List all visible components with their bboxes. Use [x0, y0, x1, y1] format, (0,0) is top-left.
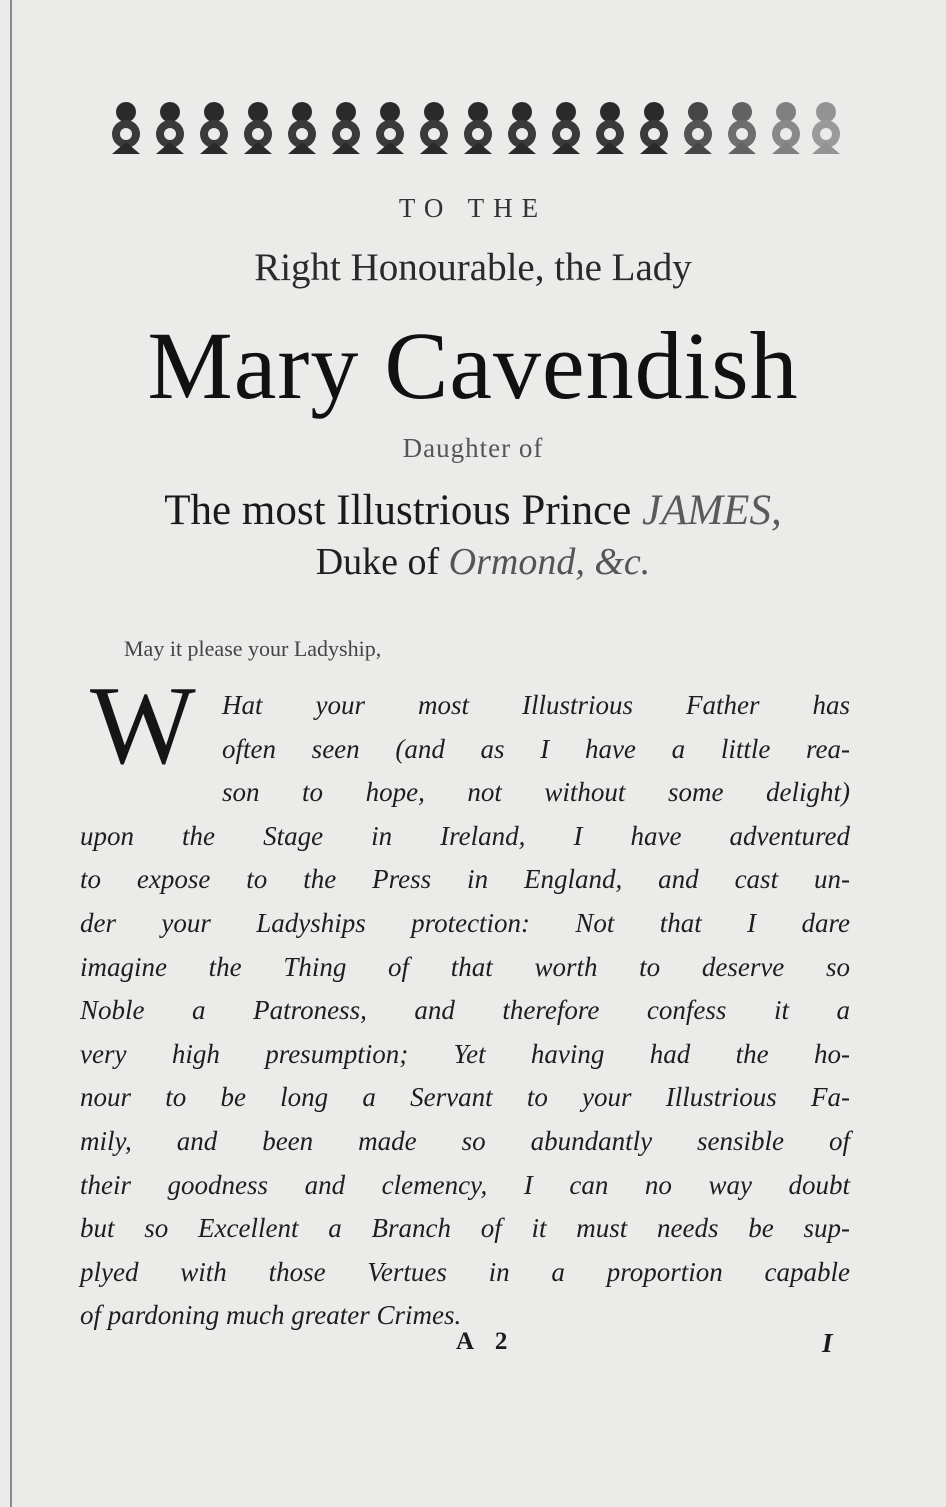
fleuron-ornament: [596, 102, 624, 154]
fleuron-ornament: [640, 102, 668, 154]
dedication-to-the: TO THE: [398, 193, 548, 223]
body-line: their goodness and clemency, I can no way doubt: [80, 1169, 850, 1200]
fleuron-ornament: [112, 102, 140, 154]
dedication-title-line: Right Honourable, the Lady: [254, 246, 692, 289]
fleuron-ornament: [244, 102, 272, 154]
body-line: to expose to the Press in England, and cast un-: [80, 864, 850, 895]
body-line: mily, and been made so abundantly sensible of: [80, 1125, 850, 1156]
body-line: der your Ladyships protection: Not that I dare: [80, 907, 850, 938]
fleuron-ornament: [508, 102, 536, 154]
duke-prefix: Duke of: [315, 541, 449, 583]
prince-prefix: The most Illustrious Prince: [164, 487, 643, 534]
fleuron-ornament: [552, 102, 580, 154]
fleuron-ornament: [376, 102, 404, 154]
duke-line: [0, 540, 946, 584]
salutation: May it please your Ladyship,: [124, 636, 382, 661]
fleuron-ornament: [156, 102, 184, 154]
body-line: Noble a Patroness, and therefore confess it a: [80, 995, 850, 1026]
fleuron-ornament: [420, 102, 448, 154]
fleuron-ornament: [288, 102, 316, 154]
prince-line: [0, 486, 946, 535]
body-line: upon the Stage in Ireland, I have adventured: [80, 820, 850, 851]
printers-ornament-band: [108, 92, 843, 162]
catchword: I: [822, 1328, 833, 1358]
dedicatee-name: Mary Cavendish: [147, 312, 799, 419]
page-gutter-edge: [10, 0, 12, 1507]
body-line: Hat your most Illustrious Father has: [222, 690, 850, 720]
fleuron-ornament: [332, 102, 360, 154]
fleuron-ornament: [812, 102, 840, 154]
fleuron-ornament: [728, 102, 756, 154]
body-line: plyed with those Vertues in a proportion capable: [80, 1256, 850, 1287]
body-line: of pardoning much greater Crimes.: [80, 1300, 462, 1331]
body-line: very high presumption; Yet having had the ho-: [80, 1038, 850, 1069]
prince-name: JAMES,: [642, 487, 782, 534]
fleuron-ornament: [464, 102, 492, 154]
fleuron-ornament: [684, 102, 712, 154]
body-line: nour to be long a Servant to your Illustrious Fa-: [80, 1082, 850, 1113]
drop-cap: W: [90, 664, 196, 788]
body-line: but so Excellent a Branch of it must needs be sup-: [80, 1213, 850, 1244]
fleuron-ornament: [200, 102, 228, 154]
body-line: imagine the Thing of that worth to deserve so: [80, 951, 850, 982]
signature-mark: A 2: [456, 1328, 516, 1355]
body-line: son to hope, not without some delight): [222, 777, 850, 808]
daughter-of-line: Daughter of: [402, 433, 544, 463]
dedication-body: [80, 684, 850, 1338]
duke-place: Ormond, &c.: [448, 541, 651, 583]
body-line: often seen (and as I have a little rea-: [222, 733, 850, 764]
fleuron-ornament: [772, 102, 800, 154]
